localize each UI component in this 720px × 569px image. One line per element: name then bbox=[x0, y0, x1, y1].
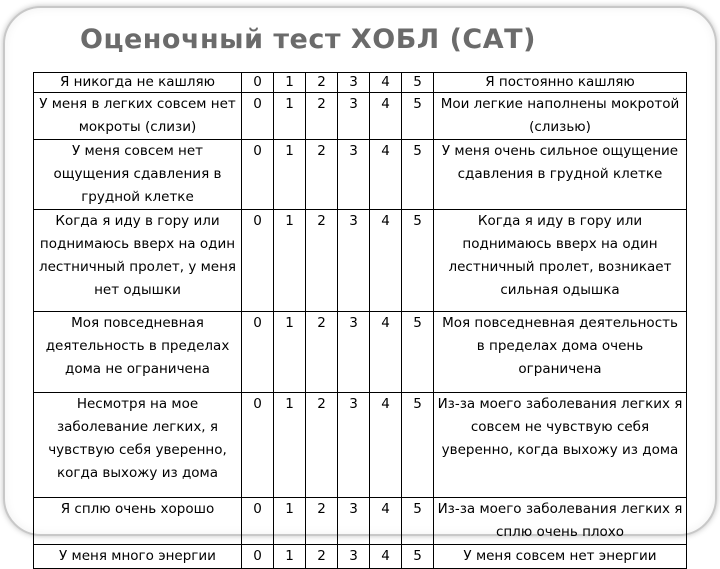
score-3: 3 bbox=[338, 93, 370, 140]
score-2: 2 bbox=[306, 498, 338, 545]
score-2: 2 bbox=[306, 93, 338, 140]
score-1: 1 bbox=[274, 498, 306, 545]
score-3: 3 bbox=[338, 312, 370, 393]
score-4: 4 bbox=[370, 210, 402, 312]
score-4: 4 bbox=[370, 93, 402, 140]
score-1: 1 bbox=[274, 393, 306, 498]
score-4: 4 bbox=[370, 73, 402, 93]
table-row bbox=[34, 210, 687, 312]
score-1: 1 bbox=[274, 545, 306, 569]
score-2: 2 bbox=[306, 393, 338, 498]
score-2: 2 bbox=[306, 73, 338, 93]
score-4: 4 bbox=[370, 312, 402, 393]
score-0: 0 bbox=[242, 93, 274, 140]
right-statement: Из-за моего заболевания легких я сплю очень плохо bbox=[434, 498, 687, 545]
score-3: 3 bbox=[338, 498, 370, 545]
score-2: 2 bbox=[306, 140, 338, 210]
score-3: 3 bbox=[338, 210, 370, 312]
right-statement: Я постоянно кашляю bbox=[434, 73, 687, 93]
left-statement: У меня в легких совсем нет мокроты (слизи) bbox=[34, 93, 242, 140]
score-4: 4 bbox=[370, 545, 402, 569]
table-body bbox=[34, 73, 687, 569]
score-0: 0 bbox=[242, 210, 274, 312]
left-statement: Несмотря на мое заболевание легких, я чувствую себя уверенно, когда выхожу из дома bbox=[34, 393, 242, 498]
score-3: 3 bbox=[338, 393, 370, 498]
table-row bbox=[34, 393, 687, 498]
right-statement: У меня совсем нет энергии bbox=[434, 545, 687, 569]
right-statement: Из-за моего заболевания легких я совсем не чувствую себя уверенно, когда выхожу из дома bbox=[434, 393, 687, 498]
score-0: 0 bbox=[242, 545, 274, 569]
score-1: 1 bbox=[274, 210, 306, 312]
right-statement: Когда я иду в гору или поднимаюсь вверх на один лестничный пролет, возникает сильная одышка bbox=[434, 210, 687, 312]
score-5: 5 bbox=[402, 73, 434, 93]
left-statement: Я никогда не кашляю bbox=[34, 73, 242, 93]
score-0: 0 bbox=[242, 498, 274, 545]
score-5: 5 bbox=[402, 312, 434, 393]
score-4: 4 bbox=[370, 140, 402, 210]
score-3: 3 bbox=[338, 545, 370, 569]
score-1: 1 bbox=[274, 312, 306, 393]
table-row bbox=[34, 140, 687, 210]
right-statement: Моя повседневная деятельность в пределах дома очень ограничена bbox=[434, 312, 687, 393]
right-statement: У меня очень сильное ощущение сдавления в грудной клетке bbox=[434, 140, 687, 210]
table-row bbox=[34, 545, 687, 569]
score-5: 5 bbox=[402, 140, 434, 210]
cat-table-container bbox=[33, 72, 686, 564]
left-statement: Моя повседневная деятельность в пределах дома не ограничена bbox=[34, 312, 242, 393]
score-5: 5 bbox=[402, 210, 434, 312]
score-5: 5 bbox=[402, 498, 434, 545]
left-statement: Я сплю очень хорошо bbox=[34, 498, 242, 545]
left-statement: Когда я иду в гору или поднимаюсь вверх на один лестничный пролет, у меня нет одышки bbox=[34, 210, 242, 312]
score-0: 0 bbox=[242, 140, 274, 210]
table-row bbox=[34, 73, 687, 93]
score-2: 2 bbox=[306, 545, 338, 569]
table-row bbox=[34, 312, 687, 393]
right-statement: Мои легкие наполнены мокротой (слизью) bbox=[434, 93, 687, 140]
score-2: 2 bbox=[306, 312, 338, 393]
score-0: 0 bbox=[242, 73, 274, 93]
table-row bbox=[34, 93, 687, 140]
score-1: 1 bbox=[274, 140, 306, 210]
score-3: 3 bbox=[338, 140, 370, 210]
score-5: 5 bbox=[402, 93, 434, 140]
score-0: 0 bbox=[242, 312, 274, 393]
left-statement: У меня много энергии bbox=[34, 545, 242, 569]
page-title: Оценочный тест ХОБЛ (САТ) bbox=[80, 24, 536, 55]
score-1: 1 bbox=[274, 73, 306, 93]
score-2: 2 bbox=[306, 210, 338, 312]
score-4: 4 bbox=[370, 498, 402, 545]
cat-questionnaire-table bbox=[33, 72, 687, 569]
score-1: 1 bbox=[274, 93, 306, 140]
left-statement: У меня совсем нет ощущения сдавления в грудной клетке bbox=[34, 140, 242, 210]
score-5: 5 bbox=[402, 545, 434, 569]
score-3: 3 bbox=[338, 73, 370, 93]
score-0: 0 bbox=[242, 393, 274, 498]
table-row bbox=[34, 498, 687, 545]
score-4: 4 bbox=[370, 393, 402, 498]
score-5: 5 bbox=[402, 393, 434, 498]
